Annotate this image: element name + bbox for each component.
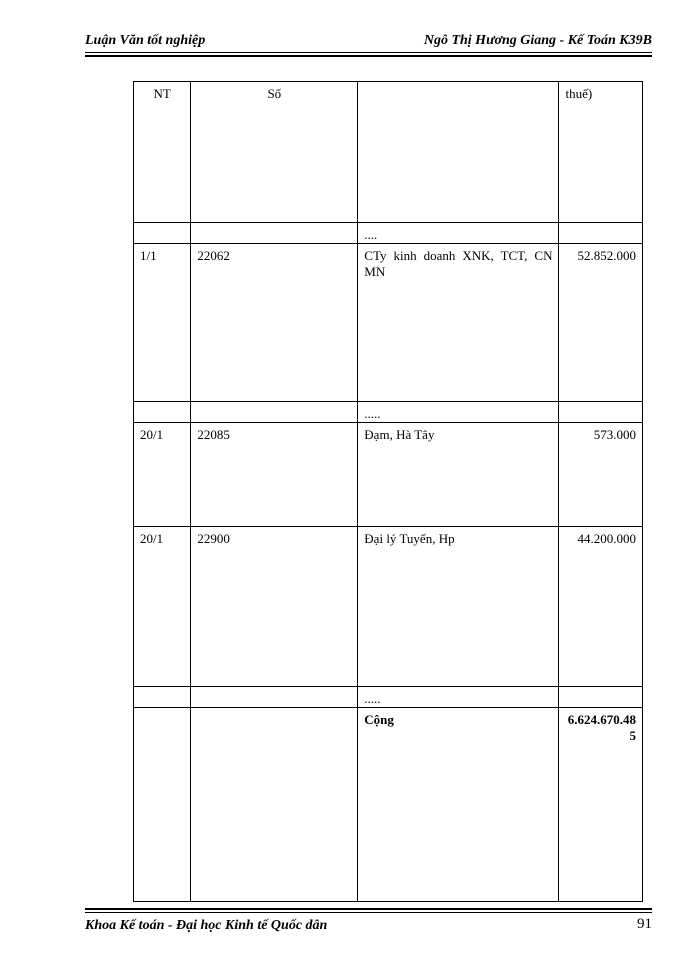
page-header bbox=[85, 30, 652, 52]
total-row bbox=[134, 708, 643, 902]
cell-date bbox=[134, 708, 191, 902]
cell-date: 1/1 bbox=[134, 244, 191, 402]
cell-number bbox=[191, 402, 358, 423]
total-label: Cộng bbox=[358, 708, 559, 902]
table-header-row bbox=[134, 82, 643, 223]
header-cell-so: Số bbox=[191, 82, 358, 223]
cell-amount: 573.000 bbox=[559, 423, 643, 527]
ledger-table bbox=[133, 81, 643, 902]
cell-amount bbox=[559, 687, 643, 708]
footer-rule-thin bbox=[85, 912, 652, 913]
cell-amount: 44.200.000 bbox=[559, 527, 643, 687]
header-cell-amount: thuế) bbox=[559, 82, 643, 223]
table-row bbox=[134, 244, 643, 402]
cell-date: 20/1 bbox=[134, 527, 191, 687]
page-footer bbox=[85, 916, 652, 938]
cell-amount bbox=[559, 402, 643, 423]
cell-amount: 52.852.000 bbox=[559, 244, 643, 402]
cell-amount bbox=[559, 223, 643, 244]
cell-desc: ..... bbox=[358, 402, 559, 423]
total-amount: 6.624.670.485 bbox=[559, 708, 643, 902]
table-row bbox=[134, 687, 643, 708]
cell-number: 22900 bbox=[191, 527, 358, 687]
header-rule-thin bbox=[85, 52, 652, 53]
page-number: 91 bbox=[637, 916, 652, 932]
table-row bbox=[134, 423, 643, 527]
cell-number: 22062 bbox=[191, 244, 358, 402]
cell-number bbox=[191, 708, 358, 902]
cell-number bbox=[191, 687, 358, 708]
cell-desc: Đạm, Hà Tây bbox=[358, 423, 559, 527]
table-row bbox=[134, 527, 643, 687]
cell-number: 22085 bbox=[191, 423, 358, 527]
cell-desc: CTy kinh doanh XNK, TCT, CN MN bbox=[358, 244, 559, 402]
footer-left-text: Khoa Kế toán - Đại học Kinh tế Quốc dân bbox=[85, 918, 328, 933]
cell-desc: Đại lý Tuyến, Hp bbox=[358, 527, 559, 687]
cell-date bbox=[134, 402, 191, 423]
cell-number bbox=[191, 223, 358, 244]
header-cell-nt: NT bbox=[134, 82, 191, 223]
header-cell-desc bbox=[358, 82, 559, 223]
cell-date bbox=[134, 223, 191, 244]
cell-date: 20/1 bbox=[134, 423, 191, 527]
cell-desc: .... bbox=[358, 223, 559, 244]
cell-desc: ..... bbox=[358, 687, 559, 708]
header-left-title: Luận Văn tốt nghiệp bbox=[85, 33, 206, 48]
header-right-author: Ngô Thị Hương Giang - Kế Toán K39B bbox=[423, 33, 652, 48]
table-row bbox=[134, 402, 643, 423]
footer-rule-thick bbox=[85, 908, 652, 910]
table-row bbox=[134, 223, 643, 244]
header-rule-thick bbox=[85, 55, 652, 57]
cell-date bbox=[134, 687, 191, 708]
